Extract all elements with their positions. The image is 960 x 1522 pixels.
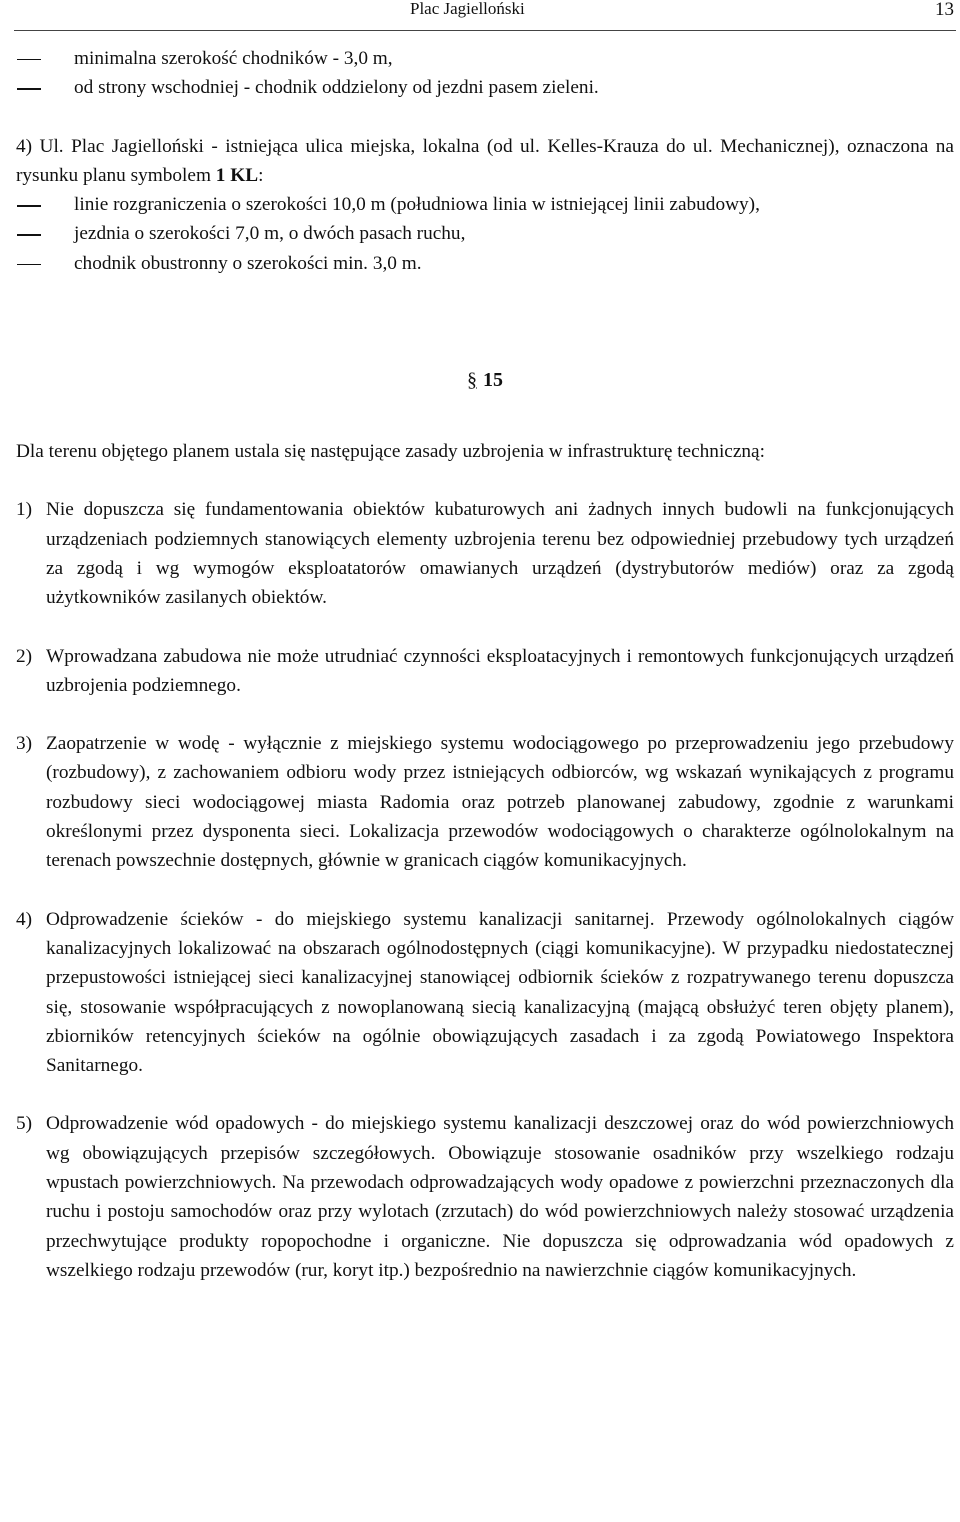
section-number: 15 xyxy=(483,369,503,392)
running-header-title: Plac Jagielloński xyxy=(410,0,525,18)
top-dash-list xyxy=(16,44,954,103)
street-item-4-lead: 4) Ul. Plac Jagielloński - istniejąca ulica miejska, lokalna (od ul. Kelles-Krauza do ul. Mechanicznej), oznaczona na rysunku planu symbolem xyxy=(16,135,954,186)
numbered-item-1 xyxy=(16,495,954,612)
item-text: Odprowadzenie ścieków - do miejskiego systemu kanalizacji sanitarnej. Przewody ogólnolokalnych ciągów kanalizacyjnych lokalizować na obszarach ogólnodostępnych (ciągi komunikacyjne). W przypadku niedostatecznej przepustowości istniejącej sieci kanalizacyjnej stanowiącej odbiornik ścieków z rozpatrywanego terenu dopuszcza się, stosowanie współpracujących z nowoplanowaną siecią kanalizacyjną (mającą obsłużyć teren objęty planem), zbiorników retencyjnych ścieków na ogólnie obowiązujących zasadach i za zgodą Powiatowego Inspektora Sanitarnego. xyxy=(46,908,954,1077)
numbered-item-5 xyxy=(16,1109,954,1285)
section-intro: Dla terenu objętego planem ustala się następujące zasady uzbrojenia w infrastrukturę techniczną: xyxy=(16,441,765,463)
page-number: 13 xyxy=(935,0,954,20)
street-item-4-dash-list xyxy=(16,190,954,278)
item-text: Odprowadzenie wód opadowych - do miejskiego systemu kanalizacji deszczowej oraz do wód powierzchniowych wg obowiązujących przepisów szczegółowych. Obowiązuje stosowanie osadników przy wszelkiego rodzaju wpustach powierzchniowych. Na przewodach odprowadzających wody opadowe z powierzchni przeznaczonych dla ruchu i postoju samochodów oraz przy wylotach (zrzutach) do wód powierzchniowych należy stosować urządzenia przechwytujące produkty ropopochodne i organiczne. Nie dopuszcza się odprowadzania wód opadowych z wszelkiego rodzaju przewodów (rur, koryt itp.) bezpośrednio na nawierzchnie ciągów komunikacyjnych. xyxy=(46,1113,954,1281)
street-symbol: 1 KL xyxy=(215,164,259,186)
numbered-item-2 xyxy=(16,642,954,701)
list-item: od strony wschodniej - chodnik oddzielony od jezdni pasem zieleni. xyxy=(16,73,954,102)
page-content xyxy=(16,44,954,1285)
paragraph-sign: § xyxy=(467,369,477,392)
item-number: 3) xyxy=(16,733,33,755)
street-item-4 xyxy=(16,132,954,191)
street-symbol-colon: : xyxy=(258,164,264,186)
list-item: chodnik obustronny o szerokości min. 3,0 m. xyxy=(16,249,954,278)
section-heading xyxy=(16,366,954,395)
list-item: linie rozgraniczenia o szerokości 10,0 m (południowa linia w istniejącej linii zabudowy), xyxy=(16,190,954,219)
header-rule xyxy=(14,30,956,31)
list-item: jezdnia o szerokości 7,0 m, o dwóch pasach ruchu, xyxy=(16,219,954,248)
item-number: 1) xyxy=(16,499,33,521)
numbered-item-3 xyxy=(16,729,954,875)
item-text: Zaopatrzenie w wodę - wyłącznie z miejskiego systemu wodociągowego po przeprowadzeniu jego przebudowy (rozbudowy), z zachowaniem odbioru wody przez istniejących odbiorców, wg wskazań wynikających z programu rozbudowy sieci wodociągowej miasta Radomia oraz potrzeb planowanej zabudowy, zgodnie z warunkami określonymi przez dysponenta sieci. Lokalizacja przewodów wodociągowych o charakterze ogólnolokalnym na terenach powszechnie dostępnych, głównie w granicach ciągów komunikacyjnych. xyxy=(46,733,954,872)
list-item: minimalna szerokość chodników - 3,0 m, xyxy=(16,44,954,73)
numbered-item-4 xyxy=(16,905,954,1081)
item-number: 5) xyxy=(16,1113,33,1135)
item-number: 2) xyxy=(16,645,33,667)
item-number: 4) xyxy=(16,908,33,930)
item-text: Nie dopuszcza się fundamentowania obiektów kubaturowych ani żadnych innych budowli na funkcjonujących urządzeniach podziemnych stanowiących elementy uzbrojenia terenu bez odpowiedniej przebudowy tych urządzeń za zgodą i wg wymogów eksploatatorów omawianych urządzeń (dystrybutorów mediów) oraz za zgodą użytkowników zasilanych obiektów. xyxy=(46,499,954,609)
item-text: Wprowadzana zabudowa nie może utrudniać czynności eksploatacyjnych i remontowych funkcjonujących urządzeń uzbrojenia podziemnego. xyxy=(46,645,954,696)
